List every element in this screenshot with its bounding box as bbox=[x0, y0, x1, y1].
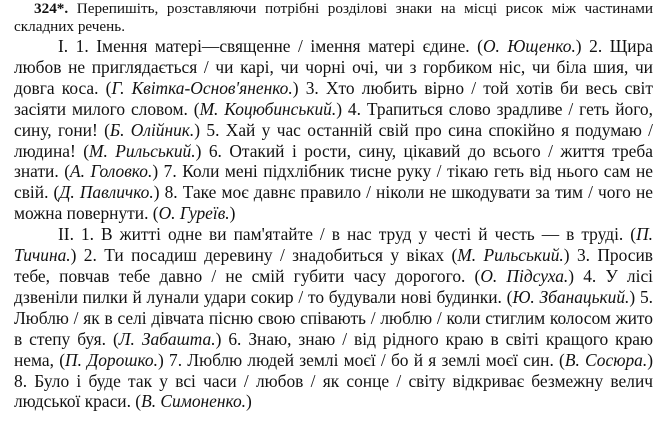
text-segment: ) 7. Коли мені підхлібник тисне руку / тікаю геть від нього сам не свій. ( bbox=[14, 161, 653, 203]
text-segment: ) 2. Щира любов не приглядається / чи карі, чи чорні очі, чи з горбиком ніс, чи біла шия, чи довга коса. ( bbox=[14, 36, 653, 98]
text-segment: ) 6. Знаю, знаю / від рідного краю в світі кращого краю нема, ( bbox=[14, 328, 654, 370]
text-segment: ) bbox=[246, 391, 252, 412]
text-segment: ) 8. Таке моє давнє правило / ніколи не шкодувати за тим / чого не можна повернути. ( bbox=[14, 182, 653, 224]
author-citation: А. Головко. bbox=[70, 161, 153, 182]
exercise-number: 324*. bbox=[34, 0, 69, 17]
author-citation: В. Сосюра. bbox=[564, 349, 648, 370]
part-1-paragraph bbox=[14, 36, 653, 224]
text-segment: ) 5. Люблю / як в селі дівчата пісню свою співають / люблю / коли стиглим колосом жито в степу буя. ( bbox=[14, 286, 653, 349]
author-citation: В. Симоненко. bbox=[141, 391, 247, 412]
text-segment: ) bbox=[229, 203, 236, 224]
part-2-paragraph bbox=[14, 224, 653, 412]
author-citation: М. Рильський. bbox=[457, 245, 564, 266]
text-segment: ) 3. Хто любить вірно / той хотів би весь світ засіяти милого словом. ( bbox=[14, 77, 653, 119]
exercise-instruction: Перепишіть, розставляючи потрібні розділові знаки на місці рисок між частинами складних речень. bbox=[14, 0, 653, 35]
author-citation: О. Гуреїв. bbox=[158, 203, 230, 224]
text-segment: ) 8. Було і буде так у всі часи / любов / як сонце / світу відкриває безмежну велич людської краси. ( bbox=[14, 349, 653, 412]
text-segment: ) 2. Ти посадиш деревину / знадобиться у віках ( bbox=[70, 245, 458, 266]
author-citation: О. Ющенко. bbox=[482, 36, 576, 56]
exercise-header bbox=[14, 0, 653, 36]
author-citation: Ю. Збанацький. bbox=[512, 286, 630, 307]
author-citation: Г. Квітка-Основ'яненко. bbox=[111, 77, 293, 98]
author-citation: Б. Олійник. bbox=[109, 119, 195, 140]
text-segment: ) 5. Хай у час останній свій про сина спокійно я подумаю / людина! ( bbox=[14, 119, 653, 161]
author-citation: М. Коцюбинський. bbox=[199, 98, 337, 119]
text-segment: ) 4. Трапиться слово зрадливе / геть його, сину, гони! ( bbox=[14, 98, 653, 140]
text-segment: I. 1. Імення матері—священне / імення матері єдине. ( bbox=[58, 36, 483, 56]
author-citation: П. Тичина. bbox=[14, 224, 653, 266]
text-segment: ) 4. У лісі дзвеніли пилки й лунали удари сокир / то будували нові будинки. ( bbox=[14, 265, 653, 307]
text-segment: ) 7. Люблю людей землі моєї / бо й я землі моєї син. ( bbox=[157, 349, 565, 370]
author-citation: М. Рильський. bbox=[89, 140, 196, 161]
text-segment: ) 6. Отакий і рости, сину, цікавий до всього / життя треба знати. ( bbox=[14, 140, 653, 182]
text-segment: II. 1. В житті одне ви пам'ятайте / в нас труд у честі й честь — в труді. ( bbox=[58, 224, 637, 245]
text-segment: ) 3. Просив тебе, повчав тебе давно / не смій губити часу дорогого. ( bbox=[14, 245, 653, 286]
author-citation: Л. Забашта. bbox=[118, 328, 216, 349]
author-citation: Д. Павличко. bbox=[59, 182, 154, 203]
author-citation: П. Дорошко. bbox=[65, 349, 158, 370]
author-citation: О. Підсуха. bbox=[480, 265, 569, 286]
